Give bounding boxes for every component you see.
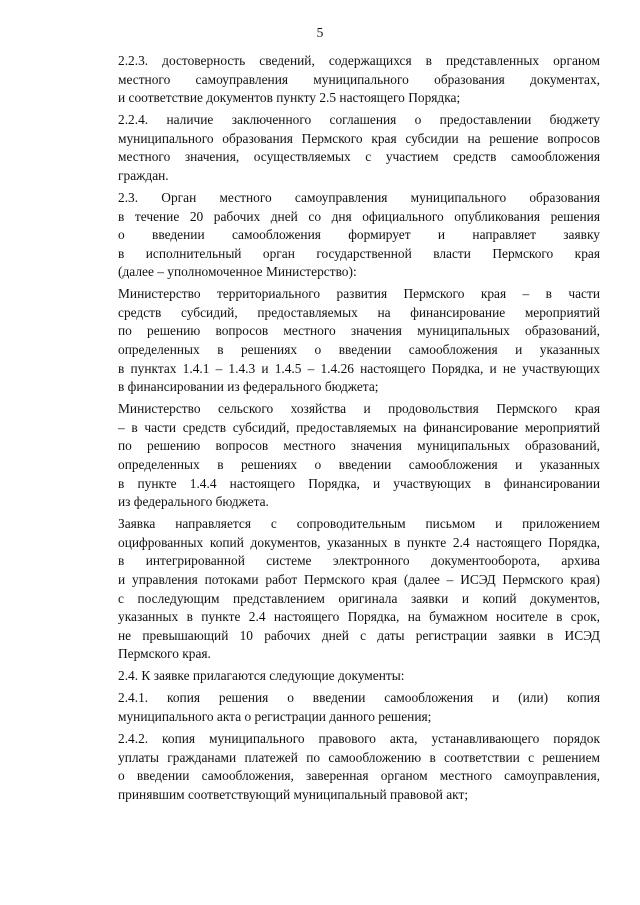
text-line: средств субсидий, предоставляемых на финансирование мероприятий bbox=[118, 304, 600, 320]
text-line: Заявка направляется с сопроводительным письмом и приложением bbox=[118, 516, 600, 532]
text-line: из федерального бюджета. bbox=[118, 494, 269, 510]
text-line: указанных в пункте 2.4 настоящего Порядка, на бумажном носителе в срок, bbox=[118, 609, 600, 625]
document-body bbox=[86, 52, 600, 808]
text-line: о введении самообложения формирует и направляет заявку bbox=[118, 227, 600, 243]
text-line: в исполнительный орган государственной власти Пермского края bbox=[118, 245, 600, 261]
text-line: муниципального образования Пермского края субсидии на решение вопросов bbox=[118, 130, 600, 146]
paragraph bbox=[86, 400, 600, 512]
text-line: 2.4. К заявке прилагаются следующие документы: bbox=[118, 668, 405, 684]
text-line: уплаты гражданами платежей по самообложению в соответствии с решением bbox=[118, 749, 600, 765]
text-line: в интегрированной системе электронного документооборота, архива bbox=[118, 553, 600, 569]
text-line: определенных в решениях о введении самообложения и указанных bbox=[118, 457, 600, 473]
text-line: Министерство сельского хозяйства и продовольствия Пермского края bbox=[118, 401, 600, 417]
text-line: 2.2.4. наличие заключенного соглашения о предоставлении бюджету bbox=[118, 112, 600, 128]
text-line: (далее – уполномоченное Министерство): bbox=[118, 264, 357, 280]
text-line: местного самоуправления муниципального образования документах, bbox=[118, 71, 600, 87]
text-line: по решению вопросов местного значения муниципальных образований, bbox=[118, 323, 600, 339]
text-line: местного значения, осуществляемых с участием средств самообложения bbox=[118, 149, 600, 165]
text-line: и управления потоками работ Пермского края (далее – ИСЭД Пермского края) bbox=[118, 571, 600, 587]
paragraph bbox=[86, 111, 600, 185]
text-line: с последующим представлением оригинала заявки и копий документов, bbox=[118, 590, 600, 606]
text-line: принявшим соответствующий муниципальный правовой акт; bbox=[118, 786, 469, 802]
paragraph bbox=[86, 189, 600, 282]
text-line: в финансировании из федерального бюджета; bbox=[118, 379, 379, 395]
text-line: граждан. bbox=[118, 167, 169, 183]
text-line: 2.4.2. копия муниципального правового акта, устанавливающего порядок bbox=[118, 730, 600, 746]
text-line: 2.4.1. копия решения о введении самообложения и (или) копия bbox=[118, 690, 600, 706]
text-line: – в части средств субсидий, предоставляемых на финансирование мероприятий bbox=[118, 419, 600, 435]
text-line: Пермского края. bbox=[118, 646, 211, 662]
text-line: по решению вопросов местного значения муниципальных образований, bbox=[118, 438, 600, 454]
text-line: в пункте 1.4.4 настоящего Порядка, и участвующих в финансировании bbox=[118, 475, 600, 491]
paragraph bbox=[86, 689, 600, 726]
text-line: 2.2.3. достоверность сведений, содержащихся в представленных органом bbox=[118, 53, 600, 68]
paragraph bbox=[86, 667, 600, 686]
text-line: Министерство территориального развития Пермского края – в части bbox=[118, 286, 600, 302]
text-line: о введении самообложения, заверенная органом местного самоуправления, bbox=[118, 768, 600, 784]
text-line: и соответствие документов пункту 2.5 настоящего Порядка; bbox=[118, 90, 461, 106]
text-line: муниципального акта о регистрации данного решения; bbox=[118, 708, 432, 724]
text-line: в пунктах 1.4.1 – 1.4.3 и 1.4.5 – 1.4.26 настоящего Порядка, и не участвующих bbox=[118, 360, 600, 376]
page-number: 5 bbox=[316, 25, 324, 40]
paragraph bbox=[86, 285, 600, 397]
text-line: 2.3. Орган местного самоуправления муниципального образования bbox=[118, 189, 600, 205]
text-line: определенных в решениях о введении самообложения и указанных bbox=[118, 342, 600, 358]
paragraph bbox=[86, 515, 600, 664]
text-line: в течение 20 рабочих дней со дня официального опубликования решения bbox=[118, 208, 600, 224]
text-line: оцифрованных копий документов, указанных в пункте 2.4 настоящего Порядка, bbox=[118, 534, 600, 550]
paragraph bbox=[86, 730, 600, 804]
text-line: не превышающий 10 рабочих дней с даты регистрации заявки в ИСЭД bbox=[118, 627, 600, 643]
paragraph bbox=[86, 52, 600, 108]
